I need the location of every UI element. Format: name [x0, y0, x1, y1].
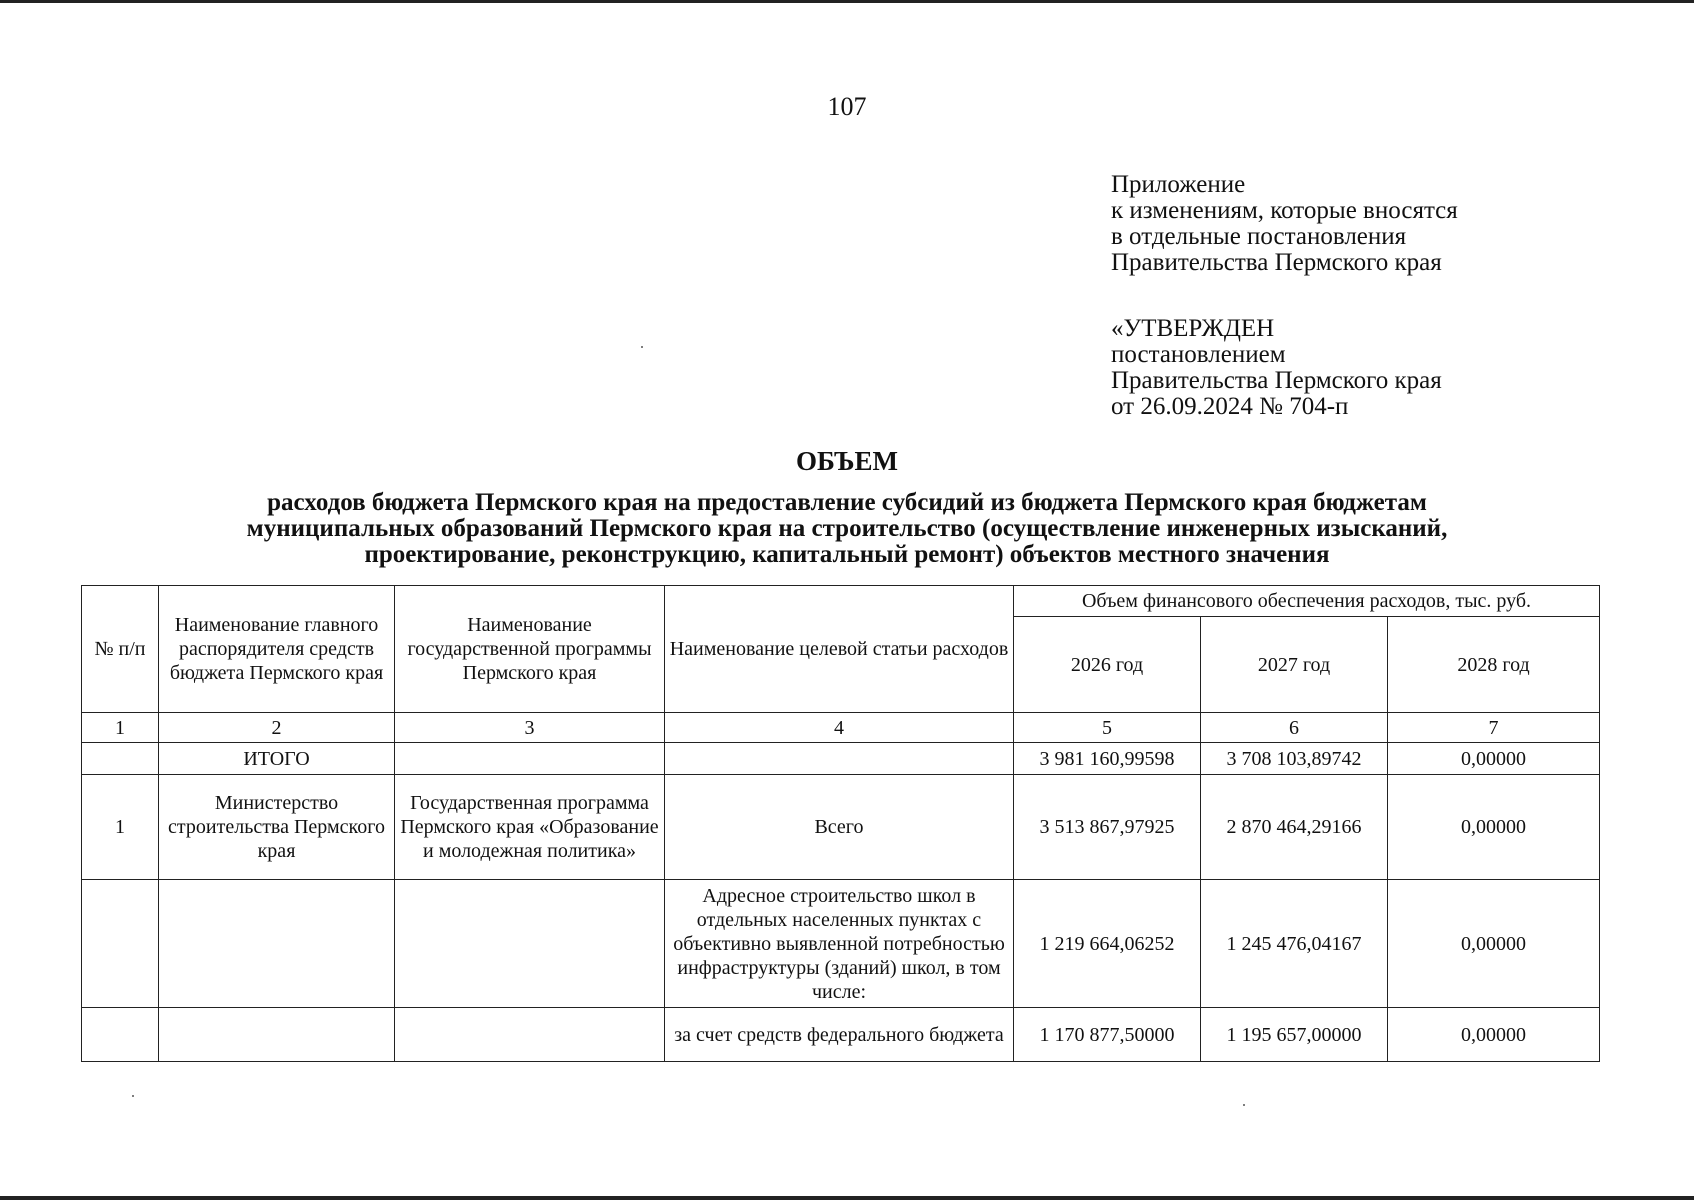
row-value-2026: 3 513 867,97925 [1014, 775, 1201, 880]
column-number: 4 [665, 713, 1014, 743]
appendix-line: Правительства Пермского края [1111, 249, 1442, 276]
cell-empty [82, 743, 159, 775]
row-value-2027: 1 245 476,04167 [1201, 880, 1388, 1008]
row-num [82, 1008, 159, 1062]
row-program [395, 880, 665, 1008]
document-title: ОБЪЕМ [796, 446, 898, 476]
column-number-row [82, 713, 1600, 743]
scan-speck [132, 1095, 134, 1097]
row-value-2028: 0,00000 [1388, 880, 1600, 1008]
row-num [82, 880, 159, 1008]
row-num: 1 [82, 775, 159, 880]
appendix-block [1111, 172, 1458, 276]
column-number: 5 [1014, 713, 1201, 743]
approval-line: от 26.09.2024 № 704-п [1111, 393, 1349, 420]
appendix-line: Приложение [1111, 171, 1246, 198]
row-value-2027: 2 870 464,29166 [1201, 775, 1388, 880]
page-number: 107 [827, 92, 867, 121]
scan-edge-bottom [0, 1196, 1694, 1200]
column-number: 3 [395, 713, 665, 743]
row-target: за счет средств федерального бюджета [665, 1008, 1014, 1062]
budget-table [81, 585, 1600, 1062]
subtitle-line: проектирование, реконструкцию, капитальный ремонт) объектов местного значения [364, 541, 1330, 568]
subtitle-line: муниципальных образований Пермского края на строительство (осуществление инженерных изысканий, [246, 515, 1448, 542]
appendix-line: в отдельные постановления [1111, 223, 1407, 250]
approval-block [1111, 316, 1442, 420]
appendix-line: к изменениям, которые вносятся [1111, 197, 1458, 224]
column-number: 2 [159, 713, 395, 743]
row-target: Адресное строительство школ в отдельных населенных пунктах с объективно выявленной потребностью инфраструктуры (зданий) школ, в том числе: [665, 880, 1014, 1008]
column-number: 6 [1201, 713, 1388, 743]
row-manager: Министерство строительства Пермского края [159, 775, 395, 880]
row-manager [159, 1008, 395, 1062]
row-target: Всего [665, 775, 1014, 880]
row-value-2027: 1 195 657,00000 [1201, 1008, 1388, 1062]
approval-line: «УТВЕРЖДЕН [1111, 315, 1275, 342]
header-volume: Объем финансового обеспечения расходов, тыс. руб. [1014, 586, 1600, 617]
row-value-2028: 0,00000 [1388, 1008, 1600, 1062]
row-value-2026: 1 170 877,50000 [1014, 1008, 1201, 1062]
document-subtitle [120, 490, 1574, 568]
total-value-2026: 3 981 160,99598 [1014, 743, 1201, 775]
table-row [82, 775, 1600, 880]
row-manager [159, 880, 395, 1008]
scan-speck [1243, 1104, 1245, 1106]
total-row [82, 743, 1600, 775]
total-label: ИТОГО [159, 743, 395, 775]
row-program: Государственная программа Пермского края «Образование и молодежная политика» [395, 775, 665, 880]
header-year-2028: 2028 год [1388, 617, 1600, 713]
row-value-2026: 1 219 664,06252 [1014, 880, 1201, 1008]
header-manager: Наименование главного распорядителя средств бюджета Пермского края [159, 586, 395, 713]
scan-speck [641, 346, 643, 348]
cell-empty [395, 743, 665, 775]
total-value-2028: 0,00000 [1388, 743, 1600, 775]
approval-line: Правительства Пермского края [1111, 367, 1442, 394]
table-row [82, 880, 1600, 1008]
row-value-2028: 0,00000 [1388, 775, 1600, 880]
column-number: 7 [1388, 713, 1600, 743]
table-row [82, 1008, 1600, 1062]
header-program: Наименование государственной программы Пермского края [395, 586, 665, 713]
header-target: Наименование целевой статьи расходов [665, 586, 1014, 713]
cell-empty [665, 743, 1014, 775]
row-program [395, 1008, 665, 1062]
scan-edge-top [0, 0, 1694, 3]
approval-line: постановлением [1111, 341, 1286, 368]
subtitle-line: расходов бюджета Пермского края на предоставление субсидий из бюджета Пермского края бюджетам [267, 489, 1427, 516]
header-year-2027: 2027 год [1201, 617, 1388, 713]
header-year-2026: 2026 год [1014, 617, 1201, 713]
total-value-2027: 3 708 103,89742 [1201, 743, 1388, 775]
header-num: № п/п [82, 586, 159, 713]
column-number: 1 [82, 713, 159, 743]
